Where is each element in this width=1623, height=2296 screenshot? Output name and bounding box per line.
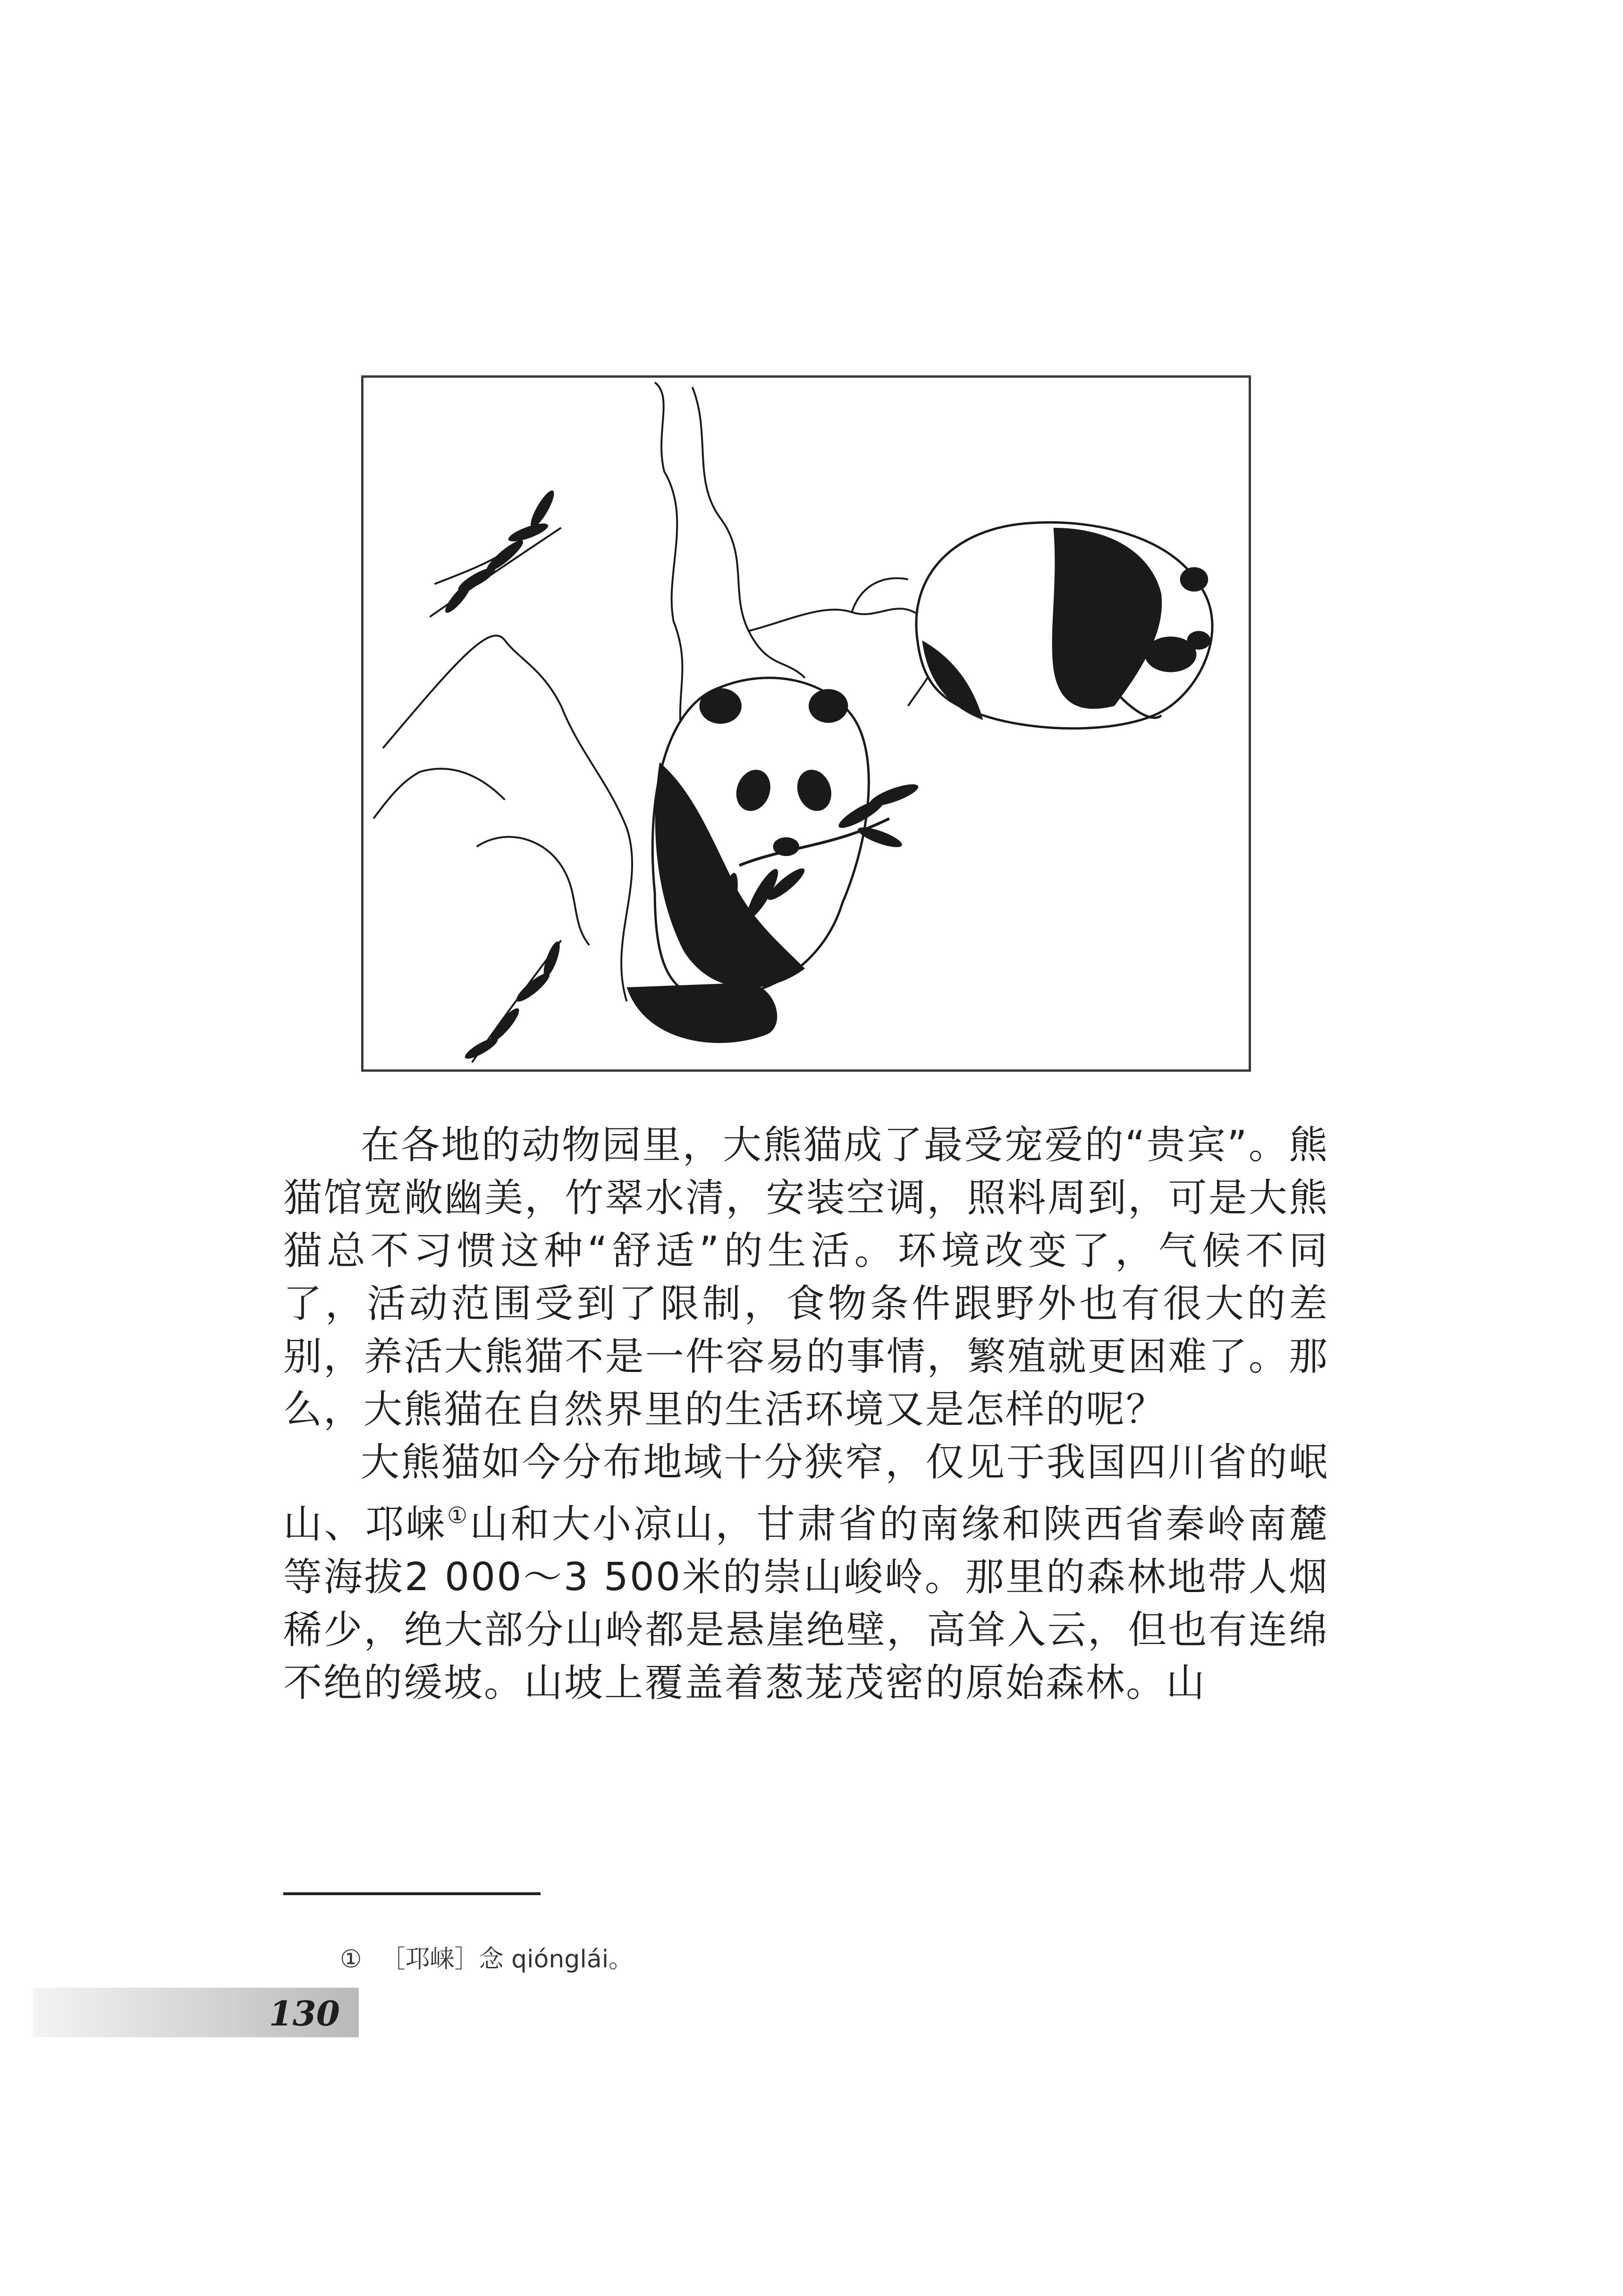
paragraph-2-text-after: 山和大小凉山，甘肃省的南缘和陕西省秦岭南麓等海拔2 000～3 500米的崇山峻岭。那里的森林地带人烟稀少，绝大部分山岭都是悬崖绝壁，高耸入云，但也有连绵不绝的缓坡。山坡上覆盖着葱茏茂密的原始森林。山 — [283, 1502, 1329, 1705]
footnote-text: ［邛崃］念 qiónglái。 — [380, 1945, 634, 1974]
footnote — [340, 1945, 652, 1974]
panda-illustration — [361, 375, 1251, 1072]
paragraph-2-text-before: 大熊猫如今分布地域十分狭窄，仅见于我国四川省的岷山、邛崃 — [283, 1440, 1329, 1547]
paragraph-1 — [283, 1119, 1329, 1436]
page-number: 130 — [269, 1993, 340, 2033]
paragraph-2 — [283, 1436, 1329, 1710]
footnote-divider — [283, 1892, 541, 1895]
page-number-bar — [33, 1988, 359, 2037]
footnote-marker: ① — [340, 1945, 362, 1974]
paragraph-1-text: 在各地的动物园里，大熊猫成了最受宠爱的“贵宾”。熊猫馆宽敞幽美，竹翠水清，安装空调，照料周到，可是大熊猫总不习惯这种“舒适”的生活。环境改变了，气候不同了，活动范围受到了限制，食物条件跟野外也有很大的差别，养活大熊猫不是一件容易的事情，繁殖就更困难了。那么，大熊猫在自然界里的生活环境又是怎样的呢？ — [283, 1123, 1329, 1432]
footnote-reference[interactable]: ① — [447, 1502, 470, 1529]
body-text — [283, 1119, 1329, 1710]
